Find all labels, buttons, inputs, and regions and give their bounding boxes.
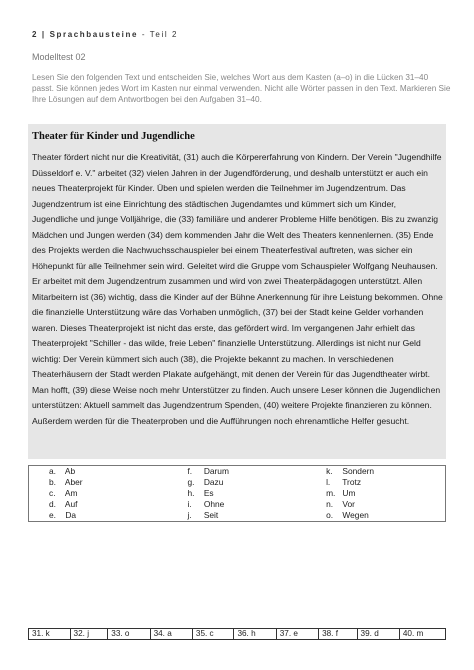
word-option xyxy=(29,510,188,522)
option-letter: o. xyxy=(326,510,334,520)
option-word: Da xyxy=(65,510,77,520)
answer-cell: 40. m xyxy=(399,629,445,640)
word-option xyxy=(29,477,188,488)
option-letter: g. xyxy=(187,477,195,487)
word-option xyxy=(326,499,445,510)
option-letter: l. xyxy=(326,477,331,487)
option-letter: a. xyxy=(49,466,56,476)
answer-sheet xyxy=(28,628,446,640)
section-separator: | xyxy=(41,30,46,39)
answer-cell: 37. e xyxy=(276,629,318,640)
option-letter: k. xyxy=(326,466,333,476)
answer-cell: 35. c xyxy=(192,629,234,640)
option-letter: c. xyxy=(49,488,56,498)
option-word: Um xyxy=(342,488,356,498)
text-title: Theater für Kinder und Jugendliche xyxy=(32,131,195,142)
option-word: Aber xyxy=(64,477,83,487)
answer-cell: 34. a xyxy=(150,629,192,640)
option-letter: m. xyxy=(326,488,336,498)
text-body: Theater fördert nicht nur die Kreativität, (31) auch die Körpererfahrung von Kindern. Der Verein "Jugendhilfe Düsseldorf e. V." arbeitet (32) vielen Jahren in der Jugendförderung, und deshalb unterstützt er auch ein neues Theaterprojekt für Kinder. Üben und spielen werden die Teilnehmer im Jugendzentrum. Das Jugendzentrum ist eine Einrichtung des städtischen Jugendamtes und kümmert sich um Kinder, Jugendliche und junge Volljährige, die (33) familiäre und anderer Probleme Hilfe benötigen. Bis zu zwanzig Mädchen und Jungen werden (34) dem kommenden Jahr die Welt des Theaters kennenlernen. (35) Ende des Projekts werden die Nachwuchsschauspieler bei einem Theaterfestival auftreten, was sicher ein Höhepunkt für alle Teilnehmer sein wird. Geleitet wird die Gruppe vom Schauspieler Wolfgang Neuhausen. Er arbeitet mit dem Jugendzentrum zusammen und wird von zwei Theaterpädagogen unterstützt. Allen Mitarbeitern ist (36) wichtig, dass die Kinder auf der Bühne Anerkennung für ihre Leistung bekommen. Ohne die finanzielle Unterstützung wäre das Vorhaben unmöglich, (37) bei der Stadt keine Gelder vorhanden waren. Dieses Theaterprojekt ist nicht das erste, das gefördert wird. Im vergangenen Jahr erhielt das Theaterprojekt "Schiller - das wilde, freie Leben" finanzielle Unterstützung. Allerdings ist nicht nur Geld wichtig: Der Verein kümmert sich auch (38), die Projekte bekannt zu machen. In verschiedenen Theaterhäusern der Stadt werden Plakate aufgehängt, mit denen der Verein für das Jugendtheater wirbt. Man hofft, (39) diese Weise noch mehr Unterstützer zu finden. Auch unsere Leser können die Jugendlichen unterstützen: Aktuell sammelt das Jugendzentrum Spenden, (40) weitere Projekte finanzieren zu können. Außerdem werden für die Theaterproben und die Aufführungen noch ehrenamtliche Helfer gesucht. xyxy=(32,152,443,426)
option-letter: n. xyxy=(326,499,334,509)
option-word: Vor xyxy=(342,499,355,509)
word-box-row xyxy=(29,466,446,478)
option-word: Wegen xyxy=(342,510,369,520)
option-word: Darum xyxy=(203,466,229,476)
option-word: Sondern xyxy=(342,466,375,476)
answer-cell: 39. d xyxy=(357,629,399,640)
section-number: 2 xyxy=(32,30,39,39)
word-option xyxy=(187,466,326,478)
answer-cell: 32. j xyxy=(70,629,108,640)
word-option xyxy=(326,510,445,522)
answer-cell: 33. o xyxy=(108,629,150,640)
answer-cell: 38. f xyxy=(319,629,357,640)
word-option xyxy=(187,488,326,499)
word-box-row xyxy=(29,477,446,488)
section-title: Sprachbausteine xyxy=(49,30,139,39)
option-letter: f. xyxy=(187,466,193,476)
word-option xyxy=(326,488,445,499)
option-letter: h. xyxy=(187,488,195,498)
option-letter: b. xyxy=(49,477,56,487)
option-word: Es xyxy=(203,488,214,498)
option-letter: j. xyxy=(187,510,192,520)
option-word: Dazu xyxy=(203,477,224,487)
answer-cell: 36. h xyxy=(234,629,276,640)
section-header xyxy=(32,30,178,39)
word-option xyxy=(187,499,326,510)
option-letter: i. xyxy=(187,499,192,509)
word-option xyxy=(29,488,188,499)
word-option xyxy=(326,477,445,488)
option-word: Ab xyxy=(64,466,76,476)
option-word: Trotz xyxy=(342,477,362,487)
test-subtitle: Modelltest 02 xyxy=(32,52,86,62)
option-letter: d. xyxy=(49,499,56,509)
option-word: Auf xyxy=(64,499,78,509)
word-box-row xyxy=(29,510,446,522)
word-option xyxy=(187,510,326,522)
task-instructions: Lesen Sie den folgenden Text und entscheiden Sie, welches Wort aus dem Kasten (a–o) in die Lücken 31–40 passt. Sie können jedes Wort im Kasten nur einmal verwenden. Nicht alle Wörter passen in den Text. Markieren Sie Ihre Lösungen auf dem Antwortbogen bei den Aufgaben 31–40. xyxy=(32,73,451,104)
word-box-row xyxy=(29,488,446,499)
answer-cell: 31. k xyxy=(29,629,71,640)
word-box xyxy=(28,465,446,522)
word-option xyxy=(187,477,326,488)
word-option xyxy=(29,499,188,510)
word-box-row xyxy=(29,499,446,510)
word-option xyxy=(29,466,188,478)
option-letter: e. xyxy=(49,510,56,520)
section-suffix: - Teil 2 xyxy=(141,30,179,39)
option-word: Am xyxy=(64,488,78,498)
option-word: Ohne xyxy=(203,499,225,509)
option-word: Seit xyxy=(203,510,219,520)
word-option xyxy=(326,466,445,478)
